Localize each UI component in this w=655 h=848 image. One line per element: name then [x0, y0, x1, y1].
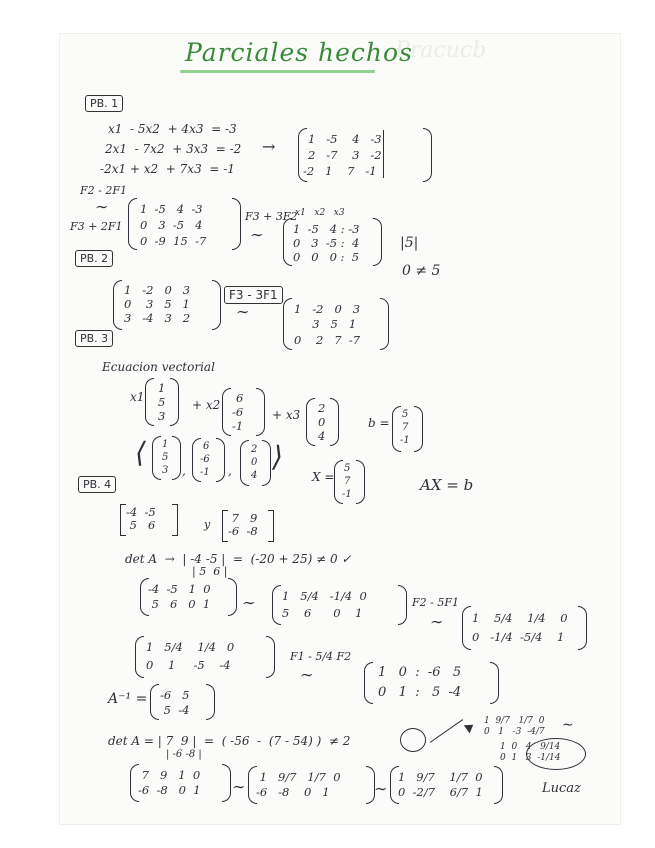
pb2-m2-paren-left — [283, 298, 292, 350]
pb1-augmented-row-2: 2 -7 3 -2 — [308, 148, 382, 162]
pb4-aug3-paren-right — [578, 606, 587, 650]
pb3-v3-2: 0 — [318, 415, 326, 429]
pb3-label: PB. 3 — [75, 330, 113, 347]
pb3-span-v3-2: 0 — [251, 457, 258, 468]
pb3-v1-paren-right — [170, 378, 179, 426]
pb3-x-3: -1 — [342, 489, 352, 500]
pb1-var-labels: x1 x2 x3 — [295, 208, 345, 218]
pb4-op-f1: F1 - 5/4 F2 — [290, 650, 352, 663]
pb4-label: PB. 4 — [78, 476, 116, 493]
pb4-det-B: det A = | 7 9 | = ( -56 - (7 - 54) ) ≠ 2 — [108, 734, 351, 748]
pb4-ainv-paren-left — [150, 684, 159, 720]
pb1-step2-row-2: 0 3 -5 : 4 — [293, 236, 360, 250]
pb3-span-v2-2: -6 — [200, 454, 210, 465]
pb1-step2-row-3: 0 0 0 : 5 — [293, 250, 360, 264]
pb4-ainv-row-1: -6 5 — [160, 688, 190, 702]
bleed-through-text: Pracucb — [395, 38, 487, 63]
pb3-v1-3: 3 — [158, 409, 166, 423]
pb3-v2-1: 6 — [236, 391, 244, 405]
pb3-span-v2-paren-right — [216, 438, 225, 482]
pb3-span-v1-paren-right — [172, 436, 181, 480]
pb4-aug5-paren-left — [364, 662, 373, 704]
pb4-bottom3-row-2: 0 -2/7 6/7 1 — [398, 785, 483, 799]
pb3-span-v1-2: 5 — [162, 452, 169, 463]
pb3-span-v2-3: -1 — [200, 467, 210, 478]
pb3-span-v3-paren-left — [240, 440, 249, 486]
pb1-label: PB. 1 — [85, 95, 123, 112]
pb3-v1-paren-left — [145, 378, 154, 426]
pb3-span-open: ⟨ — [135, 436, 146, 469]
pb1-tilde-2: ∼ — [250, 225, 264, 244]
pb1-eq-3: -2x1 + x2 + 7x3 = -1 — [100, 162, 235, 176]
pb1-step1-row-1: 1 -5 4 -3 — [140, 202, 203, 216]
pb3-x-paren-right — [356, 460, 365, 504]
pb4-side-tilde: ∼ — [562, 717, 574, 733]
pb4-ainv-paren-right — [206, 684, 215, 720]
pb1-inconsistency: 0 ≠ 5 — [402, 263, 441, 279]
pb3-b-1: 5 — [402, 409, 409, 420]
pb1-op-f3: F3 + 2F1 — [70, 220, 123, 233]
pb4-aug3-paren-left — [462, 606, 471, 650]
pb2-tilde: ∼ — [236, 302, 250, 321]
pb4-det-A-row2: | 5 6 | — [192, 565, 228, 578]
pb3-x-1: 5 — [344, 463, 351, 474]
pb3-span-comma-2: , — [228, 464, 232, 478]
pb2-label: PB. 2 — [75, 250, 113, 267]
pb3-v2-2: -6 — [232, 405, 244, 419]
page-title: Parciales hechos — [185, 38, 413, 67]
pb3-x-label: X = — [312, 470, 335, 484]
pb1-augmented-paren-right — [423, 128, 432, 182]
pb1-step2-paren-right — [373, 218, 382, 266]
pb4-aug2-row-1: 1 5/4 -1/4 0 — [282, 589, 367, 603]
pb3-v3-paren-right — [330, 398, 339, 446]
pb3-v2-3: -1 — [232, 419, 244, 433]
pb3-span-v3-3: 4 — [251, 470, 258, 481]
pb2-m1-row-3: 3 -4 3 2 — [124, 311, 191, 325]
pb4-aug2-paren-left — [272, 585, 281, 625]
pb2-m1-row-1: 1 -2 0 3 — [124, 283, 191, 297]
pb3-x-2: 7 — [344, 476, 351, 487]
pb4-tilde-2: ∼ — [430, 612, 444, 631]
pb4-bottom2-row-1: 1 9/7 1/7 0 — [256, 770, 341, 784]
pb4-aug4-row-2: 0 1 -5 -4 — [146, 658, 231, 672]
pb3-span-v3-paren-right — [262, 440, 271, 486]
pb2-m2-row-1: 1 -2 0 3 — [294, 302, 361, 316]
pb4-and: y — [204, 518, 211, 531]
pb3-span-v3-1: 2 — [251, 444, 258, 455]
pb2-m1-paren-left — [113, 280, 122, 330]
pb4-side2-row-1: 1 0 4 9/14 — [500, 742, 561, 752]
pb3-span-v1-1: 1 — [162, 439, 169, 450]
pb1-augmented-row-3: -2 1 7 -1 — [303, 164, 377, 178]
pb1-eq-2: 2x1 - 7x2 + 3x3 = -2 — [105, 142, 242, 156]
pb4-aug4-paren-left — [135, 636, 144, 678]
pb3-b-3: -1 — [400, 435, 410, 446]
pb4-ainv-row-2: 5 -4 — [160, 703, 190, 717]
pb1-step1-row-2: 0 3 -5 4 — [140, 218, 203, 232]
pb1-boxed-five: |5| — [400, 235, 419, 251]
pb1-step1-paren-right — [232, 198, 241, 250]
pb1-step1-row-3: 0 -9 15 -7 — [140, 234, 207, 248]
pb2-op: F3 - 3F1 — [224, 286, 283, 304]
pb1-arrow: → — [262, 137, 276, 156]
pb4-tilde-1: ∼ — [242, 593, 256, 612]
pb4-side2-row-2: 0 1 3 -1/14 — [500, 753, 561, 763]
pb4-op-f2: F2 - 5F1 — [412, 596, 459, 609]
pb4-b3-paren-right — [494, 766, 503, 804]
pb1-op-f2: F2 - 2F1 — [80, 184, 127, 197]
pb3-span-comma-1: , — [182, 464, 186, 478]
pb4-A-row-2: 5 6 — [126, 518, 156, 532]
pb4-bottom1-row-2: -6 -8 0 1 — [138, 783, 201, 797]
pb3-b-label: b = — [368, 416, 390, 430]
pb4-bottom2-row-2: -6 -8 0 1 — [256, 785, 330, 799]
pb1-augmented-row-1: 1 -5 4 -3 — [308, 132, 382, 146]
pb2-m1-row-2: 0 3 5 1 — [124, 297, 190, 311]
pb4-B-row-1: 7 9 — [228, 511, 258, 525]
pb3-v2-paren-left — [222, 388, 231, 436]
pb4-aug5-paren-right — [490, 662, 499, 704]
pb4-A-bracket-right — [172, 504, 178, 536]
pb2-m2-paren-right — [380, 298, 389, 350]
pb3-v3-paren-left — [306, 398, 315, 446]
pb4-aug1-row-1: -4 -5 1 0 — [148, 582, 211, 596]
pb3-ax-b: AX = b — [420, 476, 474, 494]
pb1-op-f3-f2: F3 + 3F2 — [245, 210, 298, 223]
pb4-A-row-1: -4 -5 — [126, 505, 156, 519]
signature: Lucaz — [542, 781, 581, 796]
pb4-aug2-paren-right — [398, 585, 407, 625]
pb3-span-v1-paren-left — [152, 436, 161, 480]
pb1-eq-1: x1 - 5x2 + 4x3 = -3 — [108, 122, 237, 136]
pb2-m1-paren-right — [212, 280, 221, 330]
pb3-heading: Ecuacion vectorial — [102, 360, 215, 374]
pb4-aug4-paren-right — [266, 636, 275, 678]
pb3-plus-x2: + x2 — [192, 398, 221, 412]
pb4-side1-row-1: 1 9/7 1/7 0 — [484, 716, 545, 726]
pb3-b-paren-right — [414, 406, 423, 452]
pb1-step1-paren-left — [128, 198, 137, 250]
pb4-aug3-row-1: 1 5/4 1/4 0 — [472, 611, 568, 625]
pb3-v3-3: 4 — [318, 429, 326, 443]
pb4-aug5-row-1: 1 0 : -6 5 — [378, 665, 462, 680]
pb3-v1-1: 1 — [158, 381, 166, 395]
pb4-side-circle — [526, 738, 586, 770]
pb4-bottom3-row-1: 1 9/7 1/7 0 — [398, 770, 483, 784]
pb4-b1-paren-right — [222, 764, 231, 802]
pb3-b-2: 7 — [402, 422, 409, 433]
pb3-x1: x1 — [130, 390, 145, 404]
pb4-tilde-4: ∼ — [232, 777, 246, 796]
title-highlight — [180, 70, 375, 73]
pb3-span-close: ⟩ — [272, 440, 283, 473]
pb4-side1-row-2: 0 1 -3 -4/7 — [484, 727, 545, 737]
pb3-v1-2: 5 — [158, 395, 166, 409]
pb4-aug2-row-2: 5 6 0 1 — [282, 606, 363, 620]
pb3-v2-paren-right — [256, 388, 265, 436]
pb4-aug1-row-2: 5 6 0 1 — [148, 597, 211, 611]
pb3-v3-1: 2 — [318, 401, 326, 415]
pb4-aug3-row-2: 0 -1/4 -5/4 1 — [472, 630, 565, 644]
pb4-bottom1-row-1: 7 9 1 0 — [138, 768, 201, 782]
pb4-det-circle — [400, 728, 426, 752]
pb4-tilde-3: ∼ — [300, 665, 314, 684]
pb4-det-A: det A → | -4 -5 | = (-20 + 25) ≠ 0 ✓ — [125, 552, 352, 566]
pb4-ainv-label: A⁻¹ = — [108, 691, 148, 707]
pb4-det-B-row2: | -6 -8 | — [166, 749, 202, 760]
pb4-tilde-5: ∼ — [374, 779, 388, 798]
pb3-span-v2-1: 6 — [203, 441, 210, 452]
pb1-tilde-1: ∼ — [95, 197, 109, 216]
pb1-step2-paren-left — [283, 218, 292, 266]
pb2-m2-row-2: 3 5 1 — [294, 317, 357, 331]
pb4-B-bracket-right — [268, 510, 274, 542]
pb3-plus-x3: + x3 — [272, 408, 301, 422]
pb2-m2-row-3: 0 2 7 -7 — [294, 333, 361, 347]
pb1-augmented-divider — [383, 130, 384, 178]
pb4-B-row-2: -6 -8 — [228, 524, 258, 538]
pb3-span-v1-3: 3 — [162, 465, 169, 476]
pb1-step2-row-1: 1 -5 4 : -3 — [293, 222, 360, 236]
pb4-aug4-row-1: 1 5/4 1/4 0 — [146, 640, 235, 654]
pb4-aug5-row-2: 0 1 : 5 -4 — [378, 685, 462, 700]
pb4-aug1-paren-right — [228, 578, 237, 616]
